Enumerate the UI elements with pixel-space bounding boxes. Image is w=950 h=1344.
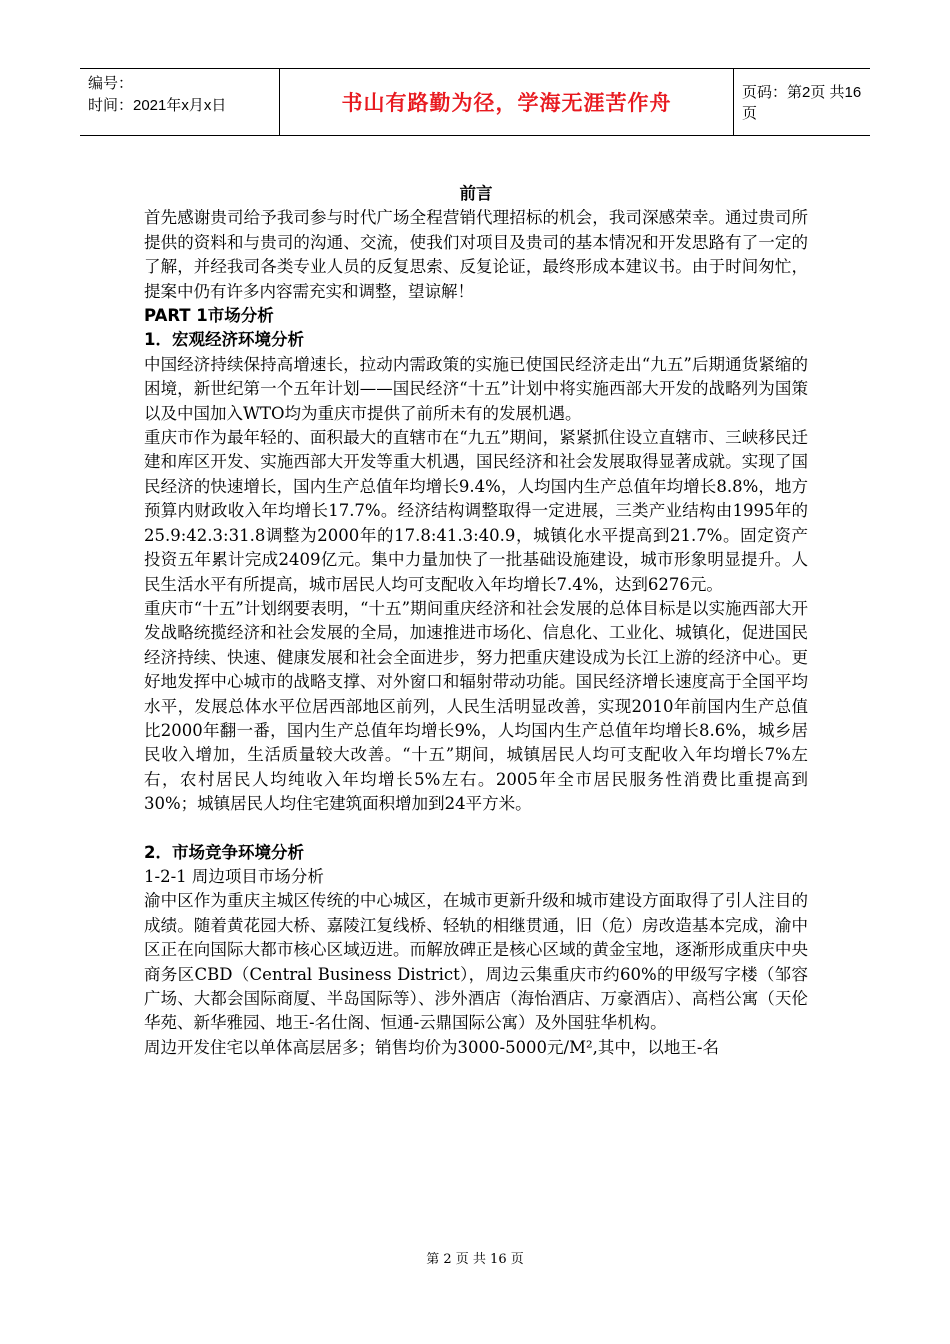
header-page-label: 页码：第2页 共16页 xyxy=(742,84,862,122)
header-info-cell xyxy=(80,69,280,135)
section-spacer xyxy=(144,817,808,841)
section2-heading: 2．市场竞争环境分析 xyxy=(144,842,304,862)
header-motto: 书山有路勤为径，学海无涯苦作舟 xyxy=(341,91,672,115)
header-page-cell xyxy=(734,69,870,135)
subsection-heading: 1-2-1 周边项目市场分析 xyxy=(144,866,324,886)
page-footer xyxy=(0,1248,950,1267)
part-heading: PART 1市场分析 xyxy=(144,306,274,326)
document-time-label: 时间：2021年x月x日 xyxy=(88,97,227,114)
section2-paragraph-1: 渝中区作为重庆主城区传统的中心城区，在城市更新升级和城市建设方面取得了引人注目的成绩。随着黄花园大桥、嘉陵江复线桥、轻轨的相继贯通，旧（危）房改造基本完成，渝中区正在向国际大都市核心区域迈进。而解放碑正是核心区域的黄金宝地，逐渐形成重庆中央商务区CBD（Central Business District），周边云集重庆市约60%的甲级写字楼（邹容广场、大都会国际商厦、半岛国际等）、涉外酒店（海怡酒店、万豪酒店）、高档公寓（天伦华苑、新华雅园、地王-名仕阁、恒通-云鼎国际公寓）及外国驻华机构。 xyxy=(144,891,808,1033)
document-number-label: 编号： xyxy=(88,75,134,92)
section1-paragraph-1: 中国经济持续保持高增速长，拉动内需政策的实施已使国民经济走出“九五”后期通货紧缩的困境，新世纪第一个五年计划——国民经济“十五”计划中将实施西部大开发的战略列为国策以及中国加入WTO均为重庆市提供了前所未有的发展机遇。 xyxy=(144,354,808,423)
page-header-table xyxy=(80,68,870,136)
footer-page-number: 第 2 页 共 16 页 xyxy=(426,1252,524,1267)
section1-heading: 1．宏观经济环境分析 xyxy=(144,330,304,350)
section2-paragraph-2: 周边开发住宅以单体高层居多；销售均价为3000-5000元/M²,其中，以地王-名 xyxy=(144,1037,719,1057)
intro-paragraph: 首先感谢贵司给予我司参与时代广场全程营销代理招标的机会，我司深感荣幸。通过贵司所提供的资料和与贵司的沟通、交流，使我们对项目及贵司的基本情况和开发思路有了一定的了解，并经我司各类专业人员的反复思索、反复论证，最终形成本建议书。由于时间匆忙，提案中仍有许多内容需充实和调整，望谅解！ xyxy=(144,208,808,301)
header-motto-cell xyxy=(280,69,734,135)
document-body xyxy=(144,182,808,1060)
section1-paragraph-2: 重庆市作为最年轻的、面积最大的直辖市在“九五”期间，紧紧抓住设立直辖市、三峡移民迁建和库区开发、实施西部大开发等重大机遇，国民经济和社会发展取得显著成就。实现了国民经济的快速增长，国内生产总值年均增长9.4%，人均国内生产总值年均增长8.8%，地方预算内财政收入年均增长17.7%。经济结构调整取得一定进展，三类产业结构由1995年的25.9:42.3:31.8调整为2000年的17.8:41.3:40.9，城镇化水平提高到21.7%。固定资产投资五年累计完成2409亿元。集中力量加快了一批基础设施建设，城市形象明显提升。人民生活水平有所提高，城市居民人均可支配收入年均增长7.4%，达到6276元。 xyxy=(144,428,808,594)
document-title: 前言 xyxy=(459,184,493,203)
section1-paragraph-3: 重庆市“十五”计划纲要表明，“十五”期间重庆经济和社会发展的总体目标是以实施西部大开发战略统揽经济和社会发展的全局，加速推进市场化、信息化、工业化、城镇化，促进国民经济持续、快速、健康发展和社会全面进步，努力把重庆建设成为长江上游的经济中心。更好地发挥中心城市的战略支撑、对外窗口和辐射带动功能。国民经济增长速度高于全国平均水平，发展总体水平位居西部地区前列，人民生活明显改善，实现2010年前国内生产总值比2000年翻一番，国内生产总值年均增长9%，人均国内生产总值年均增长8.6%，城乡居民收入增加，生活质量较大改善。“十五”期间，城镇居民人均可支配收入年均增长7%左右，农村居民人均纯收入年均增长5%左右。2005年全市居民服务性消费比重提高到30%；城镇居民人均住宅建筑面积增加到24平方米。 xyxy=(144,598,808,814)
